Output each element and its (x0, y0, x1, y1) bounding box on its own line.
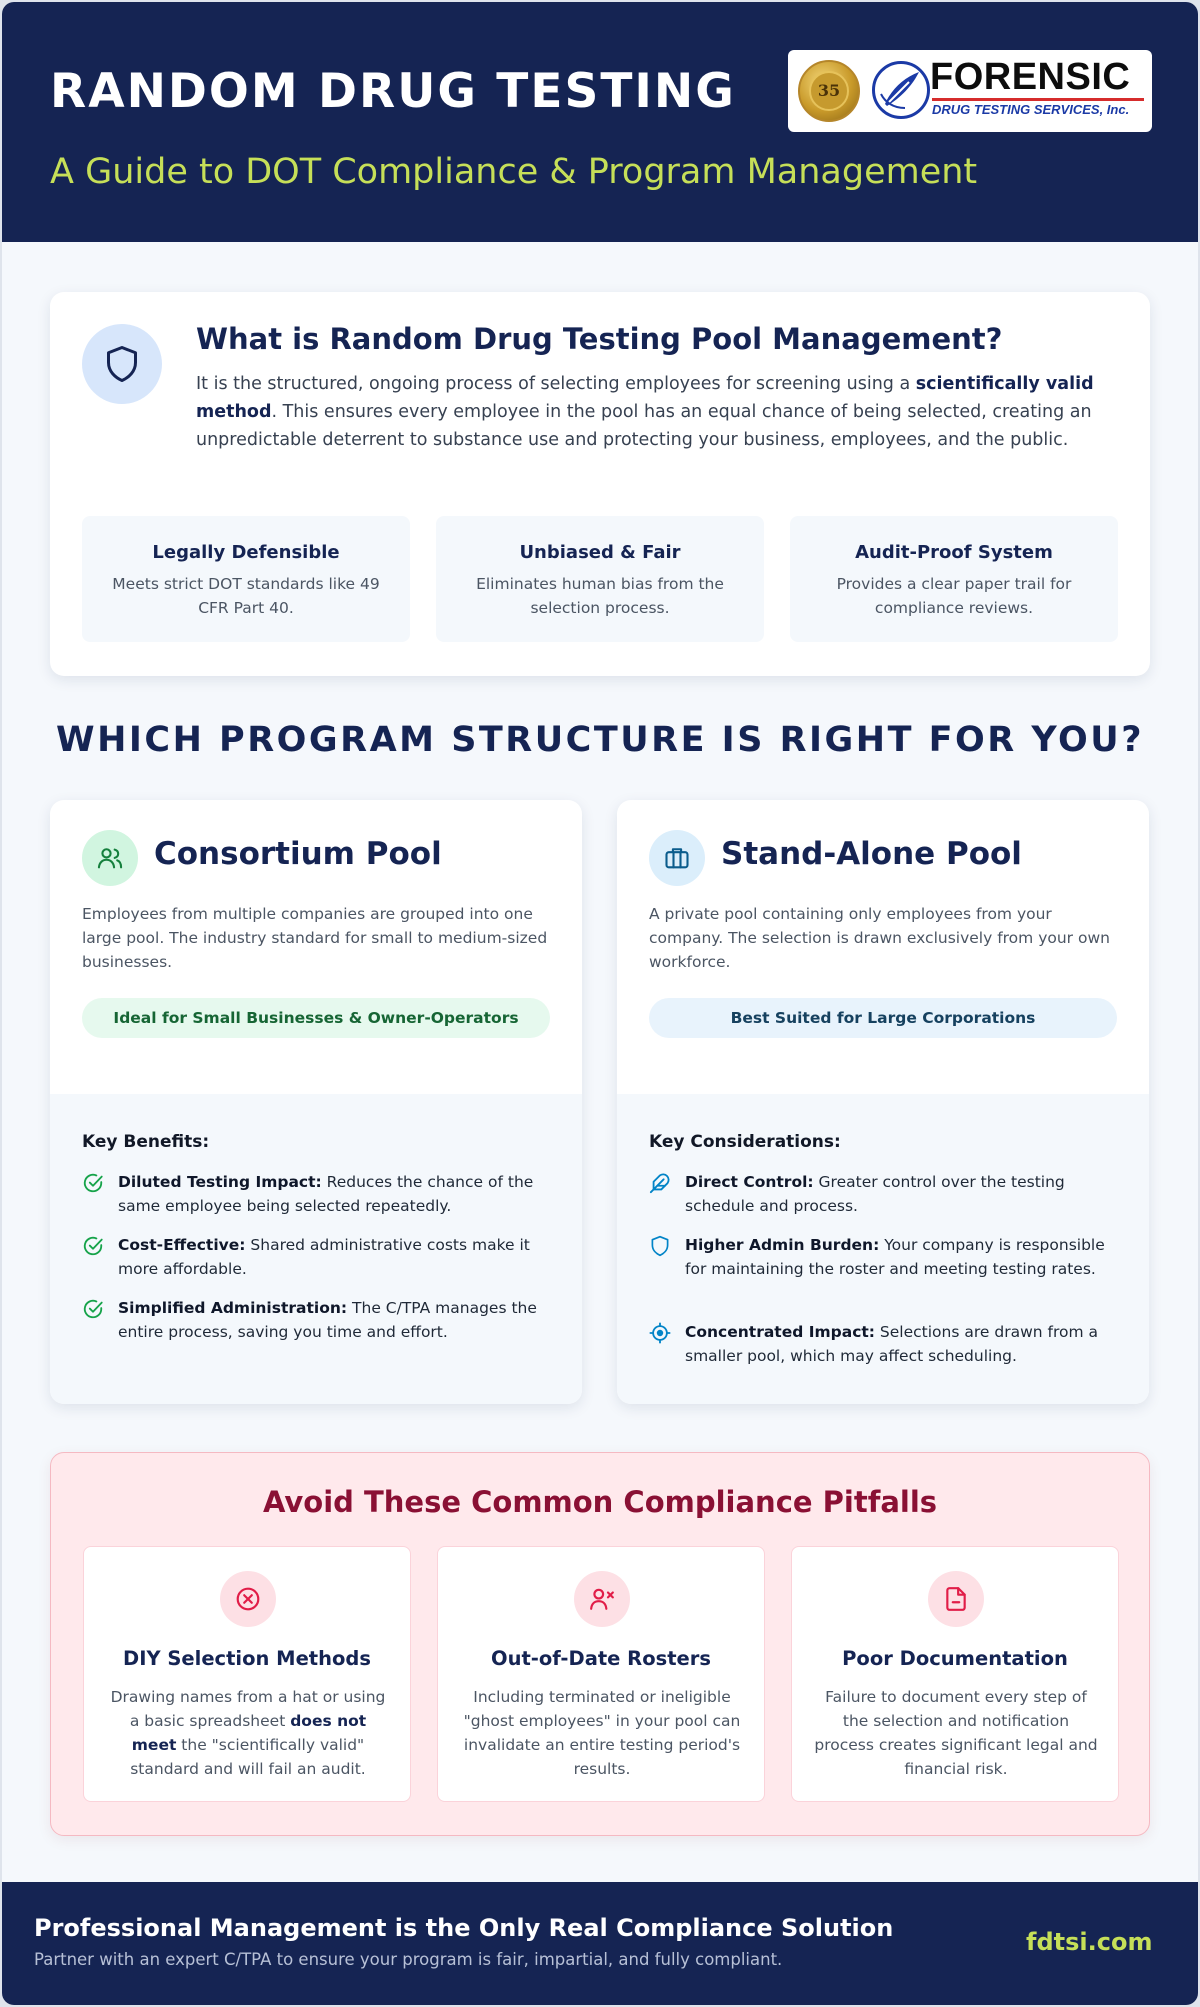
feature-text: Provides a clear paper trail for compliance reviews. (836, 575, 1072, 617)
key-considerations-title: Key Considerations: (649, 1132, 841, 1152)
standalone-pool-card: Stand-Alone Pool A private pool containing only employees from your company. The selection is drawn exclusively from your own workforce. Best Suited for Large Corporations Key Considerations: Direct Control: Greater control over the testing schedule and process. Higher Admin Burden: Your company is responsible for maintaining the roster and meeting testing rates. Concentrated Impact: Selections are drawn from a smaller pool, which may affect scheduling. (617, 800, 1149, 1404)
program-section-heading: WHICH PROGRAM STRUCTURE IS RIGHT FOR YOU? (55, 720, 1145, 760)
pitfall-title: Poor Documentation (842, 1647, 1068, 1670)
x-circle-icon (220, 1571, 276, 1627)
pitfall-text: Including terminated or ineligible "ghost employees" in your pool can invalidate an entire testing period's results. (463, 1688, 741, 1778)
standalone-pool-tag: Best Suited for Large Corporations (649, 998, 1117, 1038)
feather-icon (649, 1172, 671, 1194)
check-circle-icon (82, 1298, 104, 1320)
pitfall-card-diy-selection (83, 1546, 411, 1802)
feature-unbiased-fair (436, 516, 764, 642)
company-logo[interactable] (788, 50, 1152, 132)
pitfall-title: Out-of-Date Rosters (491, 1647, 711, 1670)
user-x-icon (574, 1571, 630, 1627)
intro-card (50, 292, 1150, 676)
consortium-pool-tag: Ideal for Small Businesses & Owner-Operators (82, 998, 550, 1038)
pitfall-text: Drawing names from a hat or using a basic spreadsheet does not meet the "scientifically valid" standard and will fail an audit. (110, 1688, 386, 1778)
consortium-pool-description: Employees from multiple companies are grouped into one large pool. The industry standard for small to medium-sized businesses. (82, 905, 548, 971)
standalone-pool-description: A private pool containing only employees from your company. The selection is drawn exclusively from your own workforce. (649, 905, 1110, 971)
feature-title: Unbiased & Fair (519, 542, 681, 563)
target-icon (649, 1322, 671, 1344)
footer-title: Professional Management is the Only Real Compliance Solution (34, 1914, 894, 1942)
intro-title: What is Random Drug Testing Pool Management? (196, 322, 1003, 356)
intro-text: It is the structured, ongoing process of selecting employees for screening using a scientifically valid method. This ensures every employee in the pool has an equal chance of being selected, creating an unpredictable deterrent to substance use and protecting your business, employees, and the public. (196, 374, 1094, 450)
logo-divider (932, 98, 1144, 101)
shield-icon (649, 1235, 671, 1257)
consortium-pool-card: Consortium Pool Employees from multiple companies are grouped into one large pool. The industry standard for small to medium-sized businesses. Ideal for Small Businesses & Owner-Operators Key Benefits: Diluted Testing Impact: Reduces the chance of the same employee being selected repeatedly. Cost-Effective: Shared administrative costs make it more affordable. Simplified Administration: The C/TPA manages the entire process, saving you time and effort. (50, 800, 582, 1404)
file-minus-icon (928, 1571, 984, 1627)
page (2, 2, 1198, 2005)
feature-legally-defensible (82, 516, 410, 642)
anniversary-medal-icon (798, 60, 860, 122)
pitfall-text: Failure to document every step of the selection and notification process creates significant legal and financial risk. (814, 1688, 1098, 1778)
logo-emblem-icon (872, 61, 930, 119)
page-title: RANDOM DRUG TESTING (50, 64, 736, 119)
pitfalls-section (50, 1452, 1150, 1836)
footer-text: Partner with an expert C/TPA to ensure your program is fair, impartial, and fully compliant. (34, 1950, 783, 1969)
standalone-pool-title: Stand-Alone Pool (721, 836, 1022, 872)
check-circle-icon (82, 1235, 104, 1257)
header (2, 2, 1198, 242)
page-subtitle: A Guide to DOT Compliance & Program Management (50, 152, 978, 192)
feature-title: Audit-Proof System (855, 542, 1053, 563)
key-benefits-title: Key Benefits: (82, 1132, 210, 1152)
pitfalls-title: Avoid These Common Compliance Pitfalls (262, 1485, 938, 1519)
feature-text: Eliminates human bias from the selection process. (476, 575, 724, 617)
footer (2, 1882, 1198, 2005)
feature-title: Legally Defensible (152, 542, 340, 563)
pitfall-card-poor-documentation (791, 1546, 1119, 1802)
anniversary-number: 35 (809, 71, 849, 111)
check-circle-icon (82, 1172, 104, 1194)
logo-brand-subtitle: DRUG TESTING SERVICES, Inc. (932, 102, 1130, 117)
consortium-pool-title: Consortium Pool (154, 836, 442, 872)
feature-audit-proof (790, 516, 1118, 642)
users-icon (82, 830, 138, 886)
shield-icon (82, 324, 162, 404)
pitfall-title: DIY Selection Methods (123, 1647, 371, 1670)
logo-brand-name: FORENSIC (930, 56, 1131, 98)
pitfall-card-out-of-date-rosters (437, 1546, 765, 1802)
website-link[interactable]: fdtsi.com (1026, 1928, 1153, 1956)
feature-text: Meets strict DOT standards like 49 CFR Part 40. (112, 575, 380, 617)
briefcase-icon (649, 830, 705, 886)
